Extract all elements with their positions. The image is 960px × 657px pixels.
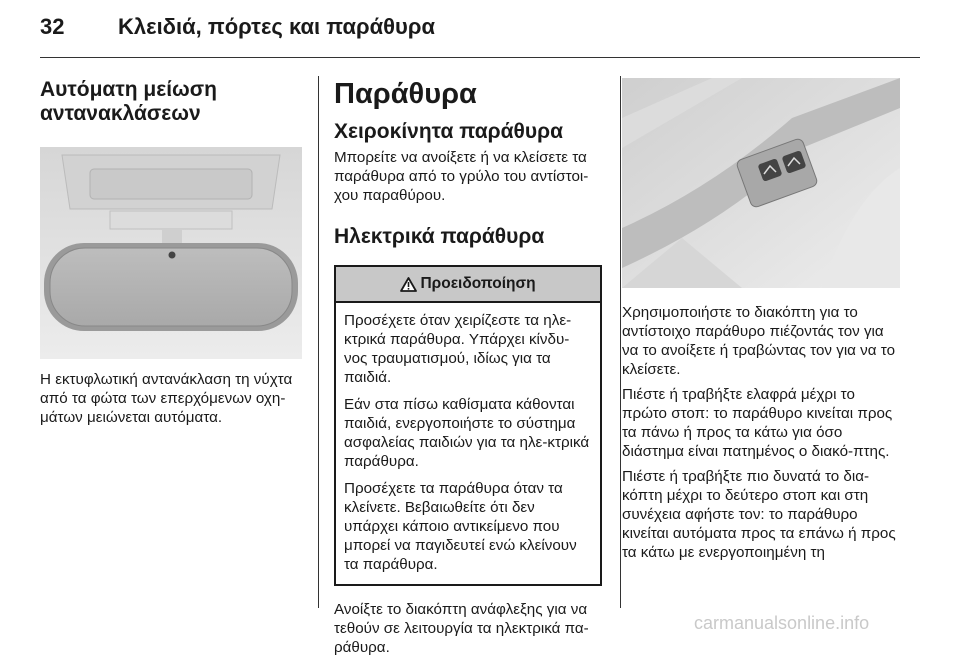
warning-box <box>334 265 602 586</box>
switch-paragraph: Πιέστε ή τραβήξτε ελαφρά μέχρι το πρώτο στοπ: το παράθυρο κινείται προς τα πάνω ή προς τα κάτω για όσο διάστημα είναι πατημένος ο διακό-πτης. <box>622 386 893 460</box>
subheading-electric-windows: Ηλεκτρικά παράθυρα <box>334 225 545 248</box>
warning-paragraph: Προσέχετε τα παράθυρα όταν τα κλείνετε. Βεβαιωθείτε ότι δεν υπάρχει κάποιο αντικείμενο που μπορεί να παγιδευτεί ενώ κλείνουν τα παράθυρα. <box>344 480 577 573</box>
column-divider-left <box>318 76 319 608</box>
left-column <box>40 78 302 427</box>
section-heading-mirror: Αυτόματη μείωση αντανακλάσεων <box>40 78 217 125</box>
warning-header <box>336 267 600 303</box>
window-switch-photo <box>622 78 900 288</box>
warning-triangle-icon <box>400 277 417 292</box>
window-switch-icon <box>622 78 900 288</box>
warning-paragraph: Εάν στα πίσω καθίσματα κάθονται παιδιά, ενεργοποιήστε το σύστημα ασφαλείας παιδιών για τα ηλε-κτρικά παράθυρα. <box>344 396 590 470</box>
warning-title: Προειδοποίηση <box>420 275 536 292</box>
switch-paragraph: Χρησιμοποιήστε το διακόπτη για το αντίστοιχο παράθυρο πιέζοντάς τον για να το ανοίξετε ή τραβώντας τον για να το κλείσετε. <box>622 304 896 378</box>
header-rule <box>40 57 920 58</box>
page-number: 32 <box>40 14 65 39</box>
right-column <box>622 78 900 562</box>
rearview-mirror-photo <box>40 147 302 359</box>
switch-paragraph: Πιέστε ή τραβήξτε πιο δυνατά το δια-κόπτη μέχρι το δεύτερο στοπ και στη συνέχεια αφήστε τον: το παράθυρο κινείται αυτόματα προς τα επάνω ή προς τα κάτω με ενεργοποιημένη τη <box>622 468 896 561</box>
watermark: carmanualsonline.info <box>694 613 870 633</box>
subheading-manual-windows: Χειροκίνητα παράθυρα <box>334 120 563 143</box>
rearview-mirror-icon <box>40 147 302 359</box>
page-title: Κλειδιά, πόρτες και παράθυρα <box>118 14 435 39</box>
warning-body <box>336 303 600 584</box>
manual-windows-text: Μπορείτε να ανοίξετε ή να κλείσετε τα παράθυρα από το γρύλο του αντίστοι-χου παραθύρου. <box>334 149 589 204</box>
section-heading-windows: Παράθυρα <box>334 78 477 110</box>
mirror-caption: Η εκτυφλωτική αντανάκλαση τη νύχτα από τα φώτα των επερχόμενων οχη-μάτων μειώνεται αυτόματα. <box>40 371 293 426</box>
column-divider-right <box>620 76 621 608</box>
middle-column <box>334 78 602 657</box>
ignition-text: Ανοίξτε το διακόπτη ανάφλεξης για να τεθούν σε λειτουργία τα ηλεκτρικά πα-ράθυρα. <box>334 601 589 656</box>
warning-paragraph: Προσέχετε όταν χειρίζεστε τα ηλε-κτρικά παράθυρα. Υπάρχει κίνδυ-νος τραυματισμού, ιδίως για τα παιδιά. <box>344 312 572 386</box>
